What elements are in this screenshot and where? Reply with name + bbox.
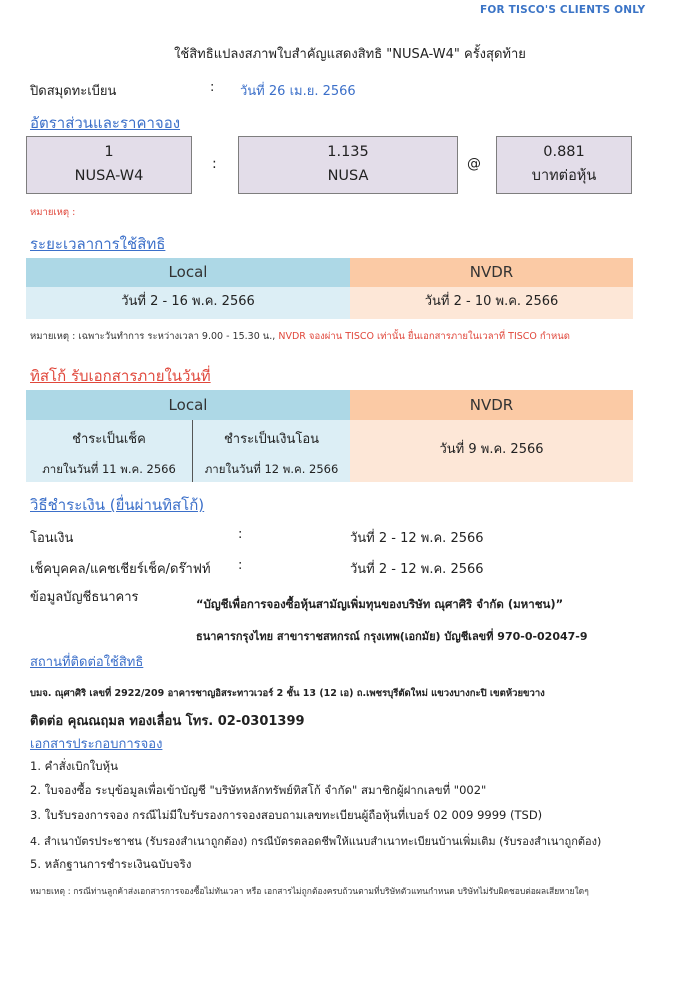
documents-heading: เอกสารประกอบการจอง	[30, 737, 163, 752]
book-closure-label: ปิดสมุดทะเบียน	[30, 84, 117, 99]
receipt-transfer-date: ภายในวันที่ 12 พ.ค. 2566	[204, 462, 339, 476]
exercise-nvdr-value	[350, 287, 633, 319]
receipt-check-cell	[26, 420, 193, 482]
ratio-box-shares-name: NUSA	[327, 168, 369, 184]
ratio-box-price-unit: บาทต่อหุ้น	[531, 168, 597, 184]
ratio-box-warrant-name: NUSA-W4	[74, 168, 144, 184]
ratio-box-warrant	[26, 136, 192, 194]
clients-only-note: FOR TISCO'S CLIENTS ONLY	[480, 4, 646, 16]
receipt-check-date: ภายในวันที่ 11 พ.ค. 2566	[42, 462, 176, 476]
book-closure-colon: :	[210, 80, 215, 95]
book-closure-date: วันที่ 26 เม.ย. 2566	[240, 84, 356, 99]
ratio-box-warrant-qty: 1	[104, 144, 114, 160]
ratio-box-price	[496, 136, 632, 194]
ratio-remark: หมายเหตุ :	[30, 207, 76, 218]
receipt-local-header-text: Local	[168, 396, 208, 414]
contact-person: ติดต่อ คุณณฤมล ทองเลื่อน โทร. 02-0301399	[30, 714, 305, 729]
bank-account-name: “บัญชีเพื่อการจองซื้อหุ้นสามัญเพิ่มทุนของบริษัท ณุศาศิริ จำกัด (มหาชน)”	[196, 597, 564, 611]
document-item-1: 1. คำสั่งเบิกใบหุ้น	[30, 759, 118, 773]
ratio-box-shares	[238, 136, 458, 194]
receipt-nvdr-cell	[350, 420, 633, 482]
document-item-5: 5. หลักฐานการชำระเงินฉบับจริง	[30, 857, 192, 871]
document-item-3: 3. ใบรับรองการจอง กรณีไม่มีใบรับรองการจองสอบถามเลขทะเบียนผู้ถือหุ้นที่เบอร์ 02 009 9999 (TSD)	[30, 808, 543, 822]
exercise-local-header	[26, 258, 350, 287]
bank-info-label: ข้อมูลบัญชีธนาคาร	[30, 590, 139, 605]
receipt-nvdr-date: วันที่ 9 พ.ค. 2566	[439, 442, 544, 457]
ratio-box-shares-qty: 1.135	[327, 144, 369, 160]
payment-transfer-colon: :	[238, 527, 243, 542]
receipt-check-label: ชำระเป็นเช็ค	[72, 432, 146, 447]
payment-check-colon: :	[238, 558, 243, 573]
exercise-nvdr-header	[350, 258, 633, 287]
receipt-nvdr-header-text: NVDR	[469, 396, 514, 414]
contact-heading: สถานที่ติดต่อใช้สิทธิ	[30, 655, 144, 670]
document-item-4: 4. สำเนาบัตรประชาชน (รับรองสำเนาถูกต้อง) กรณีบัตรตลอดชีพให้แนบสำเนาทะเบียนบ้านเพิ่มเติม (รับรองสำเนาถูกต้อง)	[30, 835, 602, 848]
payment-heading: วิธีชำระเงิน (ยื่นผ่านทิสโก้)	[30, 496, 205, 514]
receipt-transfer-cell	[193, 420, 350, 482]
exercise-local-value	[26, 287, 350, 319]
page-title: ใช้สิทธิแปลงสภาพใบสำคัญแสดงสิทธิ "NUSA-W4" ครั้งสุดท้าย	[174, 47, 526, 62]
exercise-period-heading: ระยะเวลาการใช้สิทธิ	[30, 235, 166, 253]
document-item-2: 2. ใบจองซื้อ ระบุข้อมูลเพื่อเข้าบัญชี "บริษัทหลักทรัพย์ทิสโก้ จำกัด" สมาชิกผู้ฝากเลขที่ "002"	[30, 783, 487, 797]
payment-check-label: เช็คบุคคล/แคชเชียร์เช็ค/ดร๊าฟท์	[30, 562, 211, 577]
exercise-local-date: วันที่ 2 - 16 พ.ค. 2566	[121, 294, 255, 309]
exercise-period-note	[30, 329, 570, 344]
payment-transfer-label: โอนเงิน	[30, 531, 74, 546]
ratio-at-sign: @	[467, 156, 481, 172]
exercise-nvdr-date: วันที่ 2 - 10 พ.ค. 2566	[424, 294, 559, 309]
exercise-nvdr-header-text: NVDR	[469, 263, 514, 281]
receipt-local-header	[26, 390, 350, 420]
document-receipt-heading: ทิสโก้ รับเอกสารภายในวันที่	[30, 367, 211, 385]
ratio-box-price-value: 0.881	[543, 144, 585, 160]
exercise-note-nvdr: NVDR จองผ่าน TISCO เท่านั้น ยื่นเอกสารภายในเวลาที่ TISCO กำหนด	[278, 331, 570, 342]
exercise-local-header-text: Local	[168, 263, 208, 281]
exercise-note-text: หมายเหตุ : เฉพาะวันทำการ ระหว่างเวลา 9.00 - 15.30 น.,	[30, 331, 276, 342]
receipt-nvdr-header	[350, 390, 633, 420]
contact-address: บมจ. ณุศาศิริ เลขที่ 2922/209 อาคารชาญอิสระทาวเวอร์ 2 ชั้น 13 (12 เอ) ถ.เพชรบุรีตัดใหม่ แขวงบางกะปิ เขตห้วยขวาง	[30, 688, 545, 699]
payment-check-date: วันที่ 2 - 12 พ.ค. 2566	[350, 562, 484, 577]
receipt-transfer-label: ชำระเป็นเงินโอน	[223, 432, 320, 447]
payment-transfer-date: วันที่ 2 - 12 พ.ค. 2566	[350, 531, 484, 546]
documents-footer-note: หมายเหตุ : กรณีท่านลูกค้าส่งเอกสารการจองซื้อไม่ทันเวลา หรือ เอกสารไม่ถูกต้องครบถ้วนตามที่บริษัทตัวแทนกำหนด บริษัทไม่รับผิดชอบต่อผลเสียหายใดๆ	[30, 887, 589, 897]
ratio-colon: :	[212, 156, 217, 172]
bank-account-detail: ธนาคารกรุงไทย สาขาราชสหกรณ์ กรุงเทพ(เอกมัย) บัญชีเลขที่ 970-0-02047-9	[196, 630, 588, 643]
ratio-heading: อัตราส่วนและราคาจอง	[30, 114, 181, 132]
